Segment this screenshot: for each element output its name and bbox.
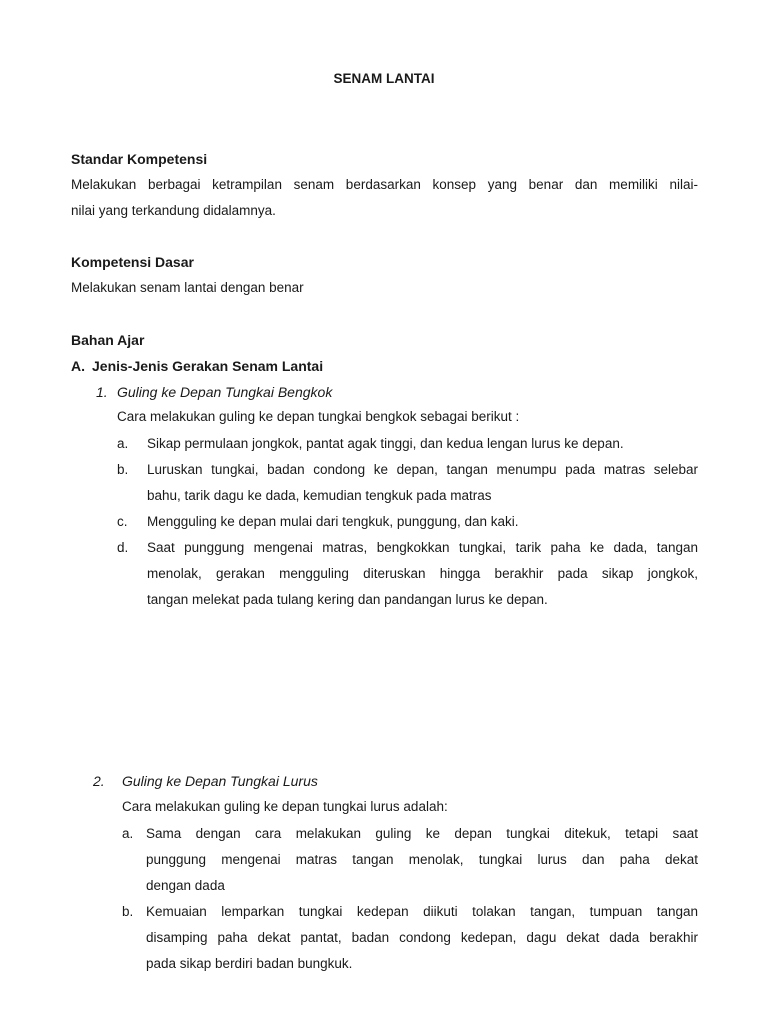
- item-1-step-d-line-1: Saat punggung mengenai matras, bengkokkan tungkai, tarik paha ke dada, tangan: [147, 540, 698, 555]
- item-2-step-a-line-2: punggung mengenai matras tangan menolak, tungkai lurus dan paha dekat: [146, 852, 698, 867]
- item-1-step-d-marker: d.: [117, 540, 129, 555]
- kompetensi-dasar-heading: Kompetensi Dasar: [71, 254, 194, 270]
- section-a-marker: A.: [71, 358, 85, 374]
- item-1-title: Guling ke Depan Tungkai Bengkok: [117, 384, 333, 400]
- item-1-step-b-line-2: bahu, tarik dagu ke dada, kemudian tengkuk pada matras: [147, 488, 492, 503]
- item-2-step-b-line-2: disamping paha dekat pantat, badan condong kedepan, dagu dekat dada berakhir: [146, 930, 698, 945]
- item-2-intro: Cara melakukan guling ke depan tungkai lurus adalah:: [122, 799, 448, 814]
- item-2-step-a-marker: a.: [122, 826, 134, 841]
- standar-kompetensi-line-1: Melakukan berbagai ketrampilan senam berdasarkan konsep yang benar dan memiliki nilai-: [71, 177, 698, 192]
- item-2-step-a-line-3: dengan dada: [146, 878, 225, 893]
- item-2-step-b-marker: b.: [122, 904, 134, 919]
- document-title: SENAM LANTAI: [333, 71, 435, 86]
- item-1-step-b-line-1: Luruskan tungkai, badan condong ke depan, tangan menumpu pada matras selebar: [147, 462, 698, 477]
- kompetensi-dasar-text: Melakukan senam lantai dengan benar: [71, 280, 304, 295]
- item-2-step-b-line-1: Kemuaian lemparkan tungkai kedepan diikuti tolakan tangan, tumpuan tangan: [146, 904, 698, 919]
- standar-kompetensi-heading: Standar Kompetensi: [71, 151, 208, 167]
- item-2-step-a-line-1: Sama dengan cara melakukan guling ke depan tungkai ditekuk, tetapi saat: [146, 826, 698, 841]
- bahan-ajar-heading: Bahan Ajar: [71, 332, 145, 348]
- item-1-step-d-line-3: tangan melekat pada tulang kering dan pandangan lurus ke depan.: [147, 592, 548, 607]
- item-2-title: Guling ke Depan Tungkai Lurus: [122, 773, 318, 789]
- section-a-heading: Jenis-Jenis Gerakan Senam Lantai: [92, 358, 324, 374]
- item-1-marker: 1.: [96, 384, 108, 400]
- item-2-marker: 2.: [93, 773, 105, 789]
- item-1-step-a-line-1: Sikap permulaan jongkok, pantat agak tinggi, dan kedua lengan lurus ke depan.: [147, 436, 624, 451]
- item-1-intro: Cara melakukan guling ke depan tungkai bengkok sebagai berikut :: [117, 409, 520, 424]
- standar-kompetensi-line-2: nilai yang terkandung didalamnya.: [71, 203, 276, 218]
- item-1-step-c-marker: c.: [117, 514, 128, 529]
- item-1-step-a-marker: a.: [117, 436, 129, 451]
- item-1-step-b-marker: b.: [117, 462, 129, 477]
- item-2-step-b-line-3: pada sikap berdiri badan bungkuk.: [146, 956, 353, 971]
- item-1-step-c-line-1: Mengguling ke depan mulai dari tengkuk, punggung, dan kaki.: [147, 514, 519, 529]
- item-1-step-d-line-2: menolak, gerakan mengguling diteruskan hingga berakhir pada sikap jongkok,: [147, 566, 698, 581]
